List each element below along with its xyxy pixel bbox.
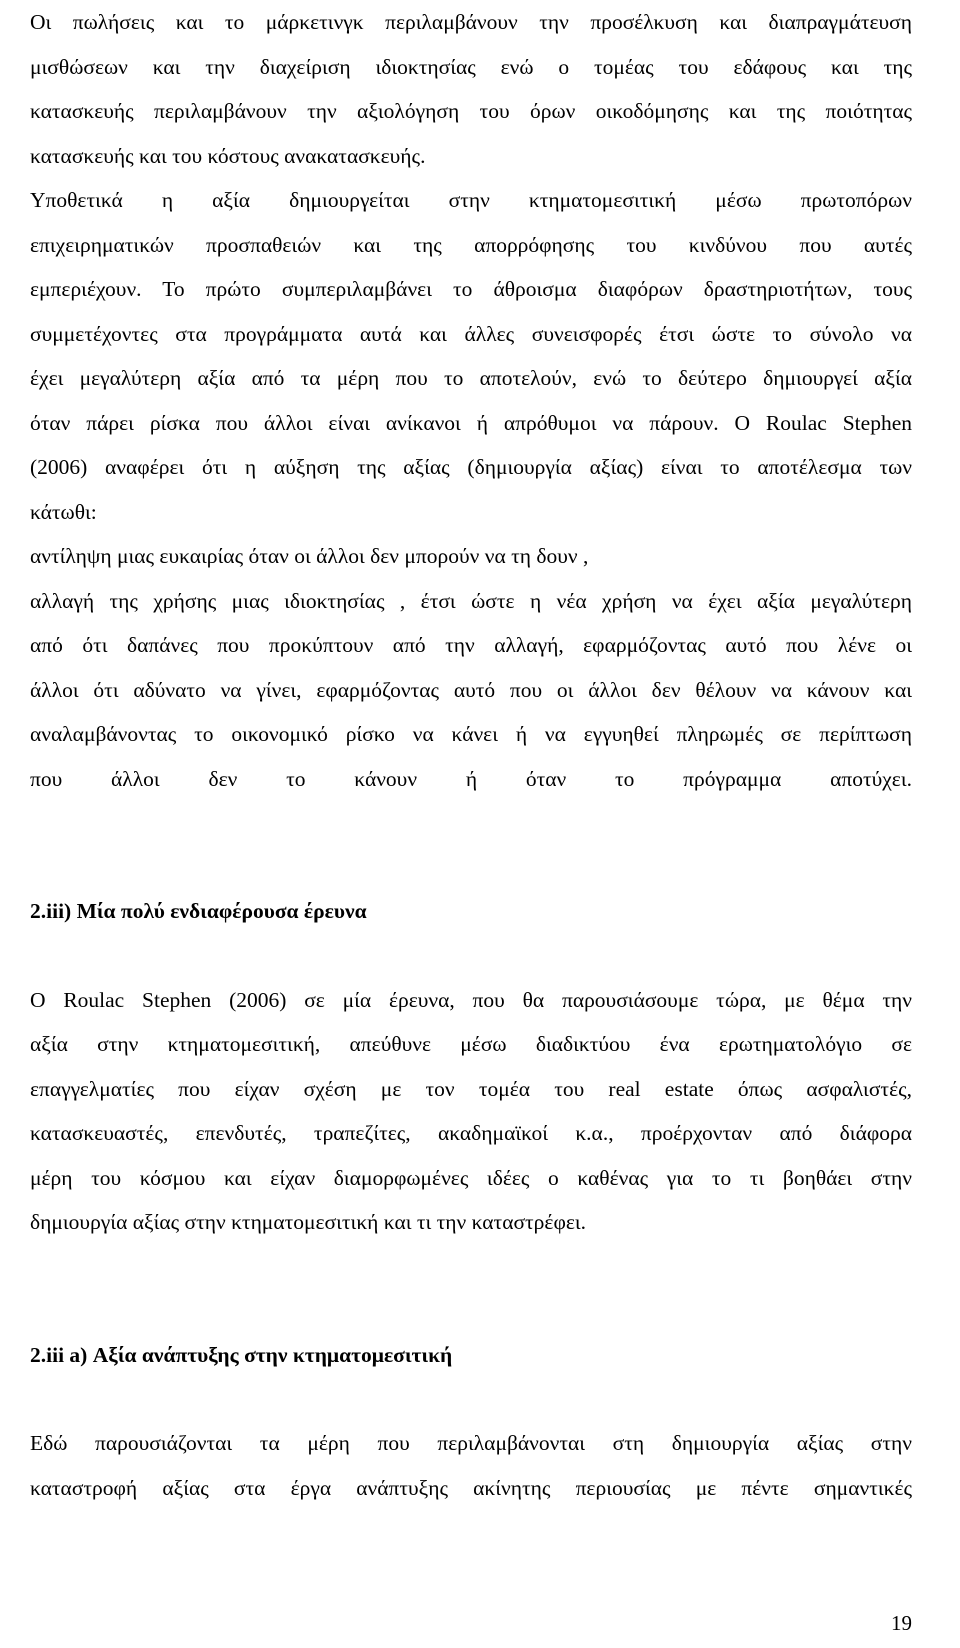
text-line: Εδώ παρουσιάζονται τα μέρη που περιλαμβάνονται στη δημιουργία αξίας στην [30,1431,912,1455]
text-line: αναλαμβάνοντας το οικονομικό ρίσκο να κάνει ή να εγγυηθεί πληρωμές σε περίπτωση [30,722,912,746]
paragraph-1 [30,0,912,801]
text-line: επιχειρηματικών προσπαθειών και της απορρόφησης του κινδύνου που αυτές [30,232,912,257]
text-line: (2006) αναφέρει ότι η αύξηση της αξίας (δημιουργία αξίας) είναι το αποτέλεσμα των [30,455,912,479]
text-line: από ότι δαπάνες που προκύπτουν από την αλλαγή, εφαρμόζοντας αυτό που λένε οι [30,633,912,657]
text-line: O Roulac Stephen (2006) σε μία έρευνα, που θα παρουσιάσουμε τώρα, με θέμα την [30,987,912,1012]
text-line: άλλοι ότι αδύνατο να γίνει, εφαρμόζοντας αυτό που οι άλλοι δεν θέλουν να κάνουν και [30,677,912,702]
page-number: 19 [891,1611,912,1635]
paragraph-2 [30,978,912,1245]
text-line: δημιουργία αξίας στην κτηματομεσιτική και τι την καταστρέφει. [30,1210,587,1234]
text-line: εμπεριέχουν. Το πρώτο συμπεριλαμβάνει το άθροισμα διαφόρων δραστηριοτήτων, τους [30,277,912,301]
text-line: κάτωθι: [30,499,97,524]
spacer [30,801,912,889]
text-line: όταν πάρει ρίσκα που άλλοι είναι ανίκανοι ή απρόθυμοι να πάρουν. O Roulac Stephen [30,410,912,435]
text-line: μισθώσεων και την διαχείριση ιδιοκτησίας ενώ ο τομέας του εδάφους και της [30,54,912,79]
text-line: μέρη του κόσμου και είχαν διαμορφωμένες ιδέες ο καθένας για το τι βοηθάει στην [30,1165,912,1190]
text-line: κατασκευαστές, επενδυτές, τραπεζίτες, ακαδημαϊκοί κ.α., προέρχονταν από διάφορα [30,1121,912,1145]
text-line: αξία στην κτηματομεσιτική, απεύθυνε μέσω διαδικτύου ένα ερωτηματολόγιο σε [30,1032,912,1056]
text-line: που άλλοι δεν το κάνουν ή όταν το πρόγραμμα αποτύχει. [30,766,912,791]
text-line: επαγγελματίες που είχαν σχέση με τον τομέα του real estate όπως ασφαλιστές, [30,1076,912,1101]
paragraph-3 [30,1421,912,1510]
text-line: κατασκευής περιλαμβάνουν την αξιολόγηση του όρων οικοδόμησης και της ποιότητας [30,99,912,123]
text-line: Υποθετικά η αξία δημιουργείται στην κτηματομεσιτική μέσω πρωτοπόρων [30,188,912,212]
text-line: Οι πωλήσεις και το μάρκετινγκ περιλαμβάνουν την προσέλκυση και διαπραγμάτευση [30,10,912,34]
subsection-heading: 2.iii a) Αξία ανάπτυξης στην κτηματομεσιτική [30,1342,453,1367]
text-line: συμμετέχοντες στα προγράμματα αυτά και άλλες συνεισφορές έτσι ώστε το σύνολο να [30,321,912,346]
text-line: καταστροφή αξίας στα έργα ανάπτυξης ακίνητης περιουσίας με πέντε σημαντικές [30,1475,912,1500]
text-line: έχει μεγαλύτερη αξία από τα μέρη που το αποτελούν, ενώ το δεύτερο δημιουργεί αξία [30,366,912,390]
section-heading: 2.iii) Μία πολύ ενδιαφέρουσα έρευνα [30,899,367,923]
spacer [30,1245,912,1333]
text-line: κατασκευής και του κόστους ανακατασκευής. [30,143,426,168]
text-line: αλλαγή της χρήσης μιας ιδιοκτησίας , έτσι ώστε η νέα χρήση να έχει αξία μεγαλύτερη [30,588,912,613]
text-line: αντίληψη μιας ευκαιρίας όταν οι άλλοι δεν μπορούν να τη δουν , [30,544,589,568]
document-page [30,0,912,1510]
